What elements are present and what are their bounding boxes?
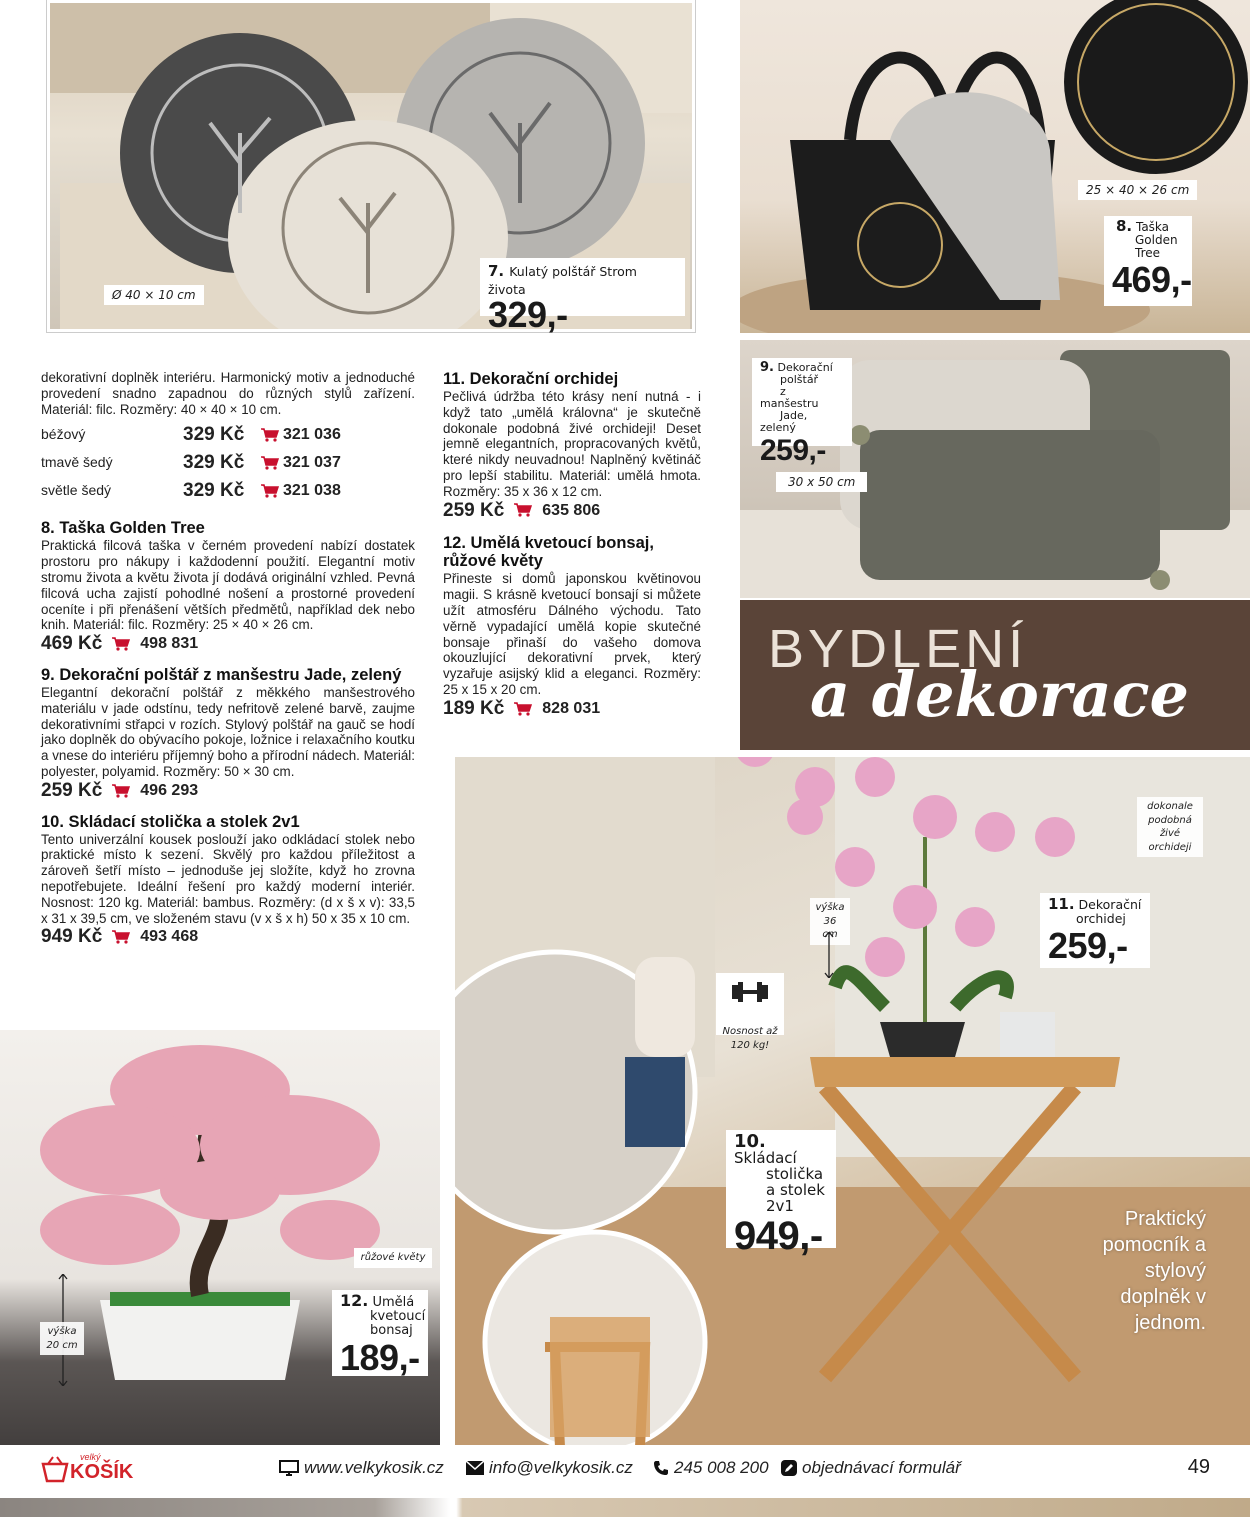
price-line-9 [41,779,415,801]
product-code: 496 293 [140,781,199,799]
product-text-8: Praktická filcová taška v černém provedení nabízí dostatek prostoru pro nákupy i každodenní použití. Elegantní motiv stromu života a květu života jí dodává originální vzhled. Pevná filcová ucha zajistí pohodlné nošení a prostorné provedení oceníte i při přenášení větších předmětů, například dek nebo knih. Materiál: filc. Rozměry: 25 × 40 × 26 cm. [41,538,415,633]
price-tag-10: 10. Skládací stolička a stolek 2v1 949,- [726,1130,836,1248]
footer-phone-text: 245 008 200 [674,1458,769,1477]
footer-email-text: info@velkykosik.cz [489,1458,633,1477]
product-code: 498 831 [140,635,199,653]
tag-number: 8. [1116,217,1133,235]
footer-web[interactable] [279,1458,444,1478]
product-code: 828 031 [542,699,601,717]
section-banner [740,600,1250,750]
banner-title: BYDLENÍ [768,619,1028,679]
logo[interactable] [40,1452,140,1484]
cushion-description: dekorativní doplněk interiéru. Harmonický motiv a jednoduché provedení snadno zapadnou do různých stylů zařízení. Materiál: filc. Rozměry: 40 × 40 × 10 cm. [41,370,415,417]
cart-icon[interactable] [112,930,130,944]
footer-form[interactable] [781,1458,961,1478]
dumbbell-icon [730,977,770,1007]
variant-price: 329 Kč [183,424,245,446]
tag-number: 7. [488,262,505,280]
tag-number: 11. [1048,895,1075,913]
tag-price: 259,- [1048,925,1128,966]
product-title-9: 9. Dekorační polštář z manšestru Jade, zelený [41,665,402,684]
product-text-11: Pečlivá údržba této krásy není nutná - i když tato „umělá královna“ je skutečně dokonale podobná živé orchideji! Deset jemně elegantních, propracovaných květů, které nikdy neuvadnou! Naplněný květináč pro lepší stabilitu. Materiál: umělá hmota. Rozměry: 35 x 36 x 12 cm. [443,389,701,499]
tag-price: 259,- [760,434,826,467]
product-price: 469 Kč [41,633,103,655]
product-code: 493 468 [140,928,199,946]
bag-size-label: 25 × 40 × 26 cm [1078,180,1197,200]
orchid-stool-photo [455,757,1250,1445]
tag-price: 189,- [340,1337,420,1378]
product-text-12: Přineste si domů japonskou květinovou magii. S krásně kvetoucí bonsají si můžete užít atmosféru Dálného východu. Tato věrně vypadající umělá kopie skutečné bonsaje přinaší do vašeho domova okouzlující dekorativní prvek, který vyzařuje asijský klid a eleganci. Rozměry: 25 x 15 x 20 cm. [443,571,701,697]
footer-web-text: www.velkykosik.cz [304,1458,444,1477]
price-tag-8: 8. Taška Golden Tree 469,- [1104,216,1192,306]
variant-price: 329 Kč [183,452,245,474]
product-code: 321 036 [283,426,341,444]
cushion-size-label: Ø 40 × 10 cm [104,285,204,305]
footer [0,1450,1250,1488]
cart-icon[interactable] [112,784,130,798]
text-column-left [41,370,415,948]
pillow-size-label: 30 x 50 cm [776,472,867,492]
tag-number: 12. [340,1291,369,1310]
price-line-10 [41,926,415,948]
orchid-height-label: výška 36 cm [810,898,850,945]
height-arrow-icon [824,932,834,978]
logo-small-text: velký [80,1452,101,1462]
text-column-middle [443,356,701,717]
product-title-11: 11. Dekorační orchidej [443,370,619,388]
price-tag-11: 11. Dekorační orchidej 259,- [1040,893,1150,968]
tag-price: 949,- [734,1214,823,1258]
price-tag-9: 9. Dekorační polštář z manšestru Jade, zelený 259,- [752,358,852,446]
variant-row [41,477,415,505]
variant-row [41,449,415,477]
edit-icon [781,1460,797,1476]
product-price: 259 Kč [443,499,505,521]
tag-price: 329,- [488,294,568,336]
logo-text: KOŠÍK [70,1461,134,1483]
cart-icon[interactable] [514,702,532,716]
load-label: Nosnost až 120 kg! [722,1026,778,1051]
product-code: 321 038 [283,482,341,500]
cart-icon[interactable] [514,503,532,517]
price-tag-7 [480,258,685,336]
cart-icon[interactable] [261,428,279,442]
bottom-photo-strip [0,1498,1250,1517]
orchid-note-label: dokonale podobná živé orchideji [1137,797,1203,857]
product-text-10: Tento univerzální kousek poslouží jako odkládací stolek nebo praktické místo k sezení. Skvělý pro každou příležitost a zároveň šetří místo – jednoduše jej složíte, když ho zrovna nepotřebujete. Ideální řešení pro každý moderní interiér. Nosnost: 120 kg. Materiál: bambus. Rozměry: (d x š x v): 33,5 x 31 x 39,5 cm, ve složeném stavu (v x š x h) 50 x 35 x 10 cm. [41,831,415,926]
cart-icon[interactable] [112,637,130,651]
product-text-9: Elegantní dekorační polštář z měkkého manšestrového materiálu v jade odstínu, tedy nefritově zelené barvě, zaujme dekorativními střapci v rozích. Stylový polštář na gauč se hodí jako doplněk do obývacího pokoje, ložnice i relaxačního koutku a vnese do interiéru příjemný boho a přírodní nádech. Materiál: polyester, polyamid. Rozměry: 50 × 30 cm. [41,684,415,779]
product-price: 949 Kč [41,926,103,948]
bonsai-height-label: výška 20 cm [40,1322,84,1355]
footer-form-text: objednávací formulář [802,1458,961,1477]
variant-price: 329 Kč [183,480,245,502]
tag-number: 10. [734,1131,766,1152]
envelope-icon [466,1461,484,1475]
price-line-11 [443,499,701,521]
tag-price: 469,- [1112,259,1192,300]
variant-name: světle šedý [41,482,112,499]
monitor-icon [279,1460,299,1476]
product-price: 259 Kč [41,779,103,801]
basket-icon [40,1454,70,1484]
footer-phone[interactable] [653,1458,769,1478]
tag-number: 9. [760,360,774,375]
page-number: 49 [1187,1456,1210,1478]
price-line-8 [41,633,415,655]
product-title-8: 8. Taška Golden Tree [41,519,205,538]
variant-name: béžový [41,426,86,443]
variant-name: tmavě šedý [41,454,113,471]
cart-icon[interactable] [261,456,279,470]
variant-row [41,421,415,449]
price-line-12 [443,697,701,719]
product-code: 321 037 [283,454,341,472]
tag-name: Kulatý polštář Strom života [488,264,637,297]
cart-icon[interactable] [261,484,279,498]
product-title-12: 12. Umělá kvetoucí bonsaj, růžové květy [443,534,654,571]
banner-subtitle: a dekorace [810,658,1189,731]
product-code: 635 806 [542,501,601,519]
product-title-10: 10. Skládací stolička a stolek 2v1 [41,812,300,831]
bonsai-color-label: růžové květy [354,1248,432,1268]
footer-email[interactable] [466,1458,633,1478]
product-price: 189 Kč [443,697,505,719]
slogan-text: Praktický pomocník a stylový doplněk v jednom. [1102,1208,1206,1334]
variant-list [41,421,415,505]
price-tag-12: 12. Umělá kvetoucí bonsaj 189,- [332,1290,428,1376]
phone-icon [653,1460,669,1476]
